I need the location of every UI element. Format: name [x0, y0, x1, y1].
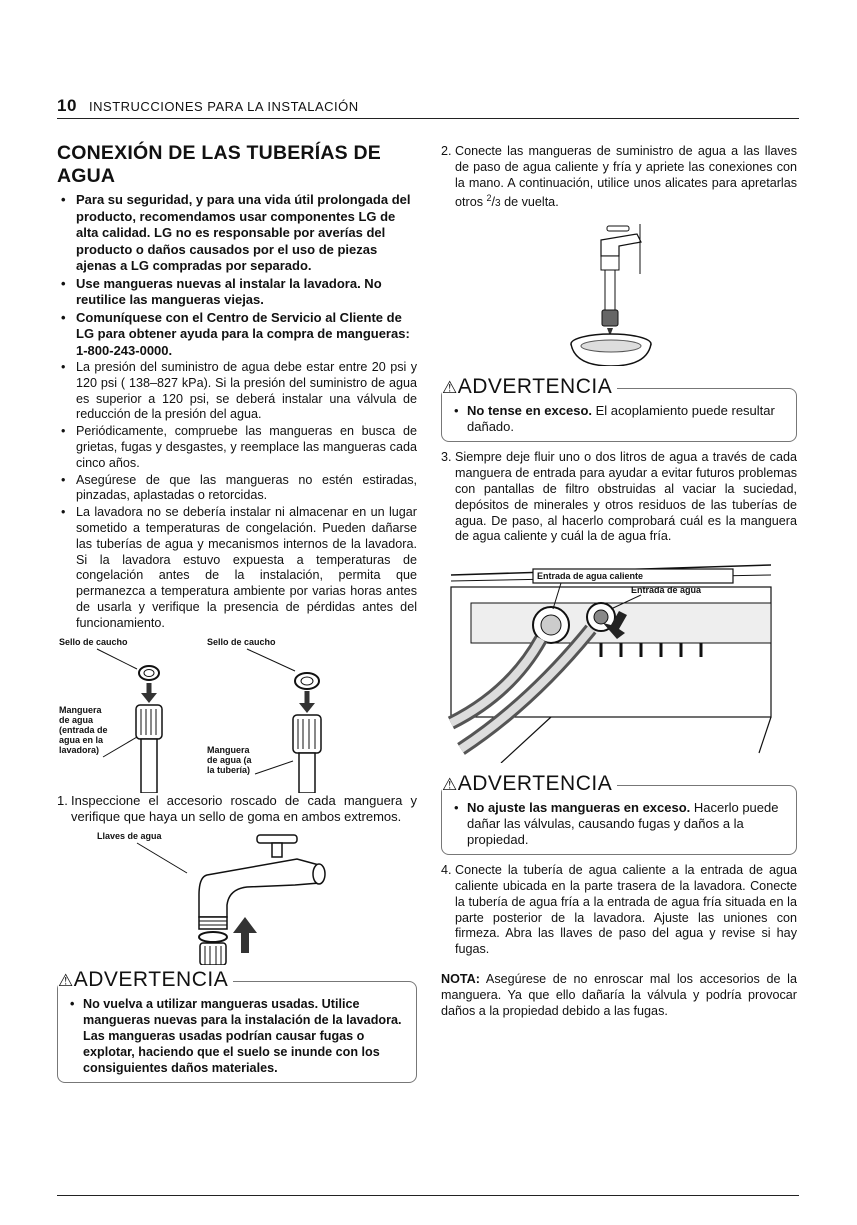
bullet-quality: • Para su seguridad, y para una vida útil prolongada del producto, recomendamos usar componentes LG de alta calidad. LG no es responsable por averías del producto o daños causados por el uso de piezas ajenas a LG compradas por separado.	[57, 192, 417, 275]
note	[441, 972, 797, 1019]
faucet-label: Llaves de agua	[97, 831, 162, 842]
section-title: INSTRUCCIONES PARA LA INSTALACIÓN	[89, 99, 359, 114]
seal-right-label: Sello de caucho	[207, 636, 276, 647]
bullets	[57, 360, 417, 632]
hose-left-icon	[136, 666, 162, 793]
warning-reuse-hoses	[57, 968, 417, 1083]
bullet-pressure: • La presión del suministro de agua debe estar entre 20 psi y 120 psi ( 138–827 kPa). Si la presión del suministro de agua es superior a 120 psi, se deberá instalar una válvula de reducción de la presión del agua.	[57, 360, 417, 423]
warning-title: ⚠ADVERTENCIA	[442, 375, 617, 400]
bullet-service: • Comuníquese con el Centro de Servicio al Cliente de LG para obtener ayuda para la compra de mangueras: 1-800-243-0000.	[57, 310, 417, 360]
warning-hose-tightness	[441, 772, 797, 855]
warning-triangle-icon: ⚠	[58, 971, 74, 991]
bullet-check: • Periódicamente, compruebe las mangueras en busca de grietas, fugas y desgastes, y reemplace las mangueras cada cinco años.	[57, 424, 417, 471]
warning-overtighten	[441, 375, 797, 442]
faucet-hose-icon	[601, 224, 641, 336]
hose-pipe-label: Manguera de agua (a la tubería)	[207, 744, 252, 775]
warning-triangle-icon: ⚠	[442, 378, 458, 398]
warning-triangle-icon: ⚠	[442, 775, 458, 795]
step-1: 1. Inspeccione el accesorio roscado de cada manguera y verifique que haya un sello de goma en ambos extremos.	[57, 792, 417, 824]
steps-left	[57, 793, 417, 826]
steps-right-mid	[441, 450, 797, 545]
header-rule	[57, 118, 799, 119]
bucket-icon	[571, 334, 651, 366]
washer-inlets-figure	[441, 553, 797, 763]
right-column	[441, 130, 797, 1032]
faucet-figure	[57, 825, 417, 965]
footer-rule	[57, 1195, 799, 1196]
step-4: 4. Conecte la tubería de agua caliente a la entrada de agua caliente ubicada en la parte trasera de la lavadora. Conecte la tubería de agua fría a la entrada de agua fría situada en la parte posterior de la lavadora. Ajuste las uniones con firmeza. Abra las llaves de paso del agua y revise si hay fugas.	[441, 863, 797, 957]
left-column	[57, 130, 417, 1083]
step-2: 2. Conecte las mangueras de suministro de agua a las llaves de paso de agua caliente y fría y apriete las conexiones con la mano. A continuación, utilice unos alicates para apretarlas otros $^2$/3 de vuelta.	[441, 144, 797, 210]
hot-inlet-label: Entrada de agua caliente	[537, 571, 644, 582]
page-number: 10	[57, 96, 77, 115]
page-header	[57, 96, 359, 116]
hose-seal-figure	[57, 633, 417, 793]
bullet-new-hoses: • Use mangueras nuevas al instalar la lavadora. No reutilice las mangueras viejas.	[57, 276, 417, 309]
faucet-icon	[199, 835, 325, 965]
step-3: 3. Siempre deje fluir uno o dos litros de agua a través de cada manguera de entrada para ayudar a evitar futuros problemas con pantallas de filtro obstruidas al vaciar la suciedad, depósitos de minerales y otros residuos de las tuberías de agua. De paso, al hacerlo comprobará cuál es la manguera de agua caliente y cuál la de agua fría.	[441, 450, 797, 544]
warning-title: ⚠ADVERTENCIA	[58, 968, 233, 993]
hose-right-icon	[293, 673, 321, 793]
bold-bullets	[57, 192, 417, 359]
bullet-freeze: • La lavadora no se debería instalar ni almacenar en un lugar sometido a temperaturas de congelación. Pueden dañarse las tuberías de agua y mecanismos internos de la lavadora. Si la lavadora estuvo expuesta a temperaturas de congelación antes de la instalación, permita que permanezca a temperatura ambiente por varias horas antes de usarla y verifique la presencia de pérdidas antes del funcionamiento.	[57, 505, 417, 631]
steps-right-bottom	[441, 863, 797, 958]
steps-right-top	[441, 144, 797, 212]
cold-inlet-label: Entrada de agua	[631, 585, 702, 596]
note-label: NOTA:	[441, 971, 480, 986]
faucet-bucket-figure	[441, 216, 797, 366]
warning-text: • No tense en exceso. El acoplamiento puede resultar dañado.	[454, 403, 786, 435]
section-heading: CONEXIÓN DE LAS TUBERÍAS DE AGUA	[57, 142, 381, 187]
warning-title: ⚠ADVERTENCIA	[442, 772, 617, 797]
note-text: Asegúrese de no enroscar mal los accesorios de la manguera. Ya que ello dañaría la válvula y podría provocar daños a la propiedad debido a las fugas.	[441, 971, 797, 1018]
bullet-stretch: • Asegúrese de que las mangueras no estén estiradas, pinzadas, aplastadas o retorcidas.	[57, 473, 417, 505]
hose-inlet-label: Manguera de agua (entrada de agua en la lavadora)	[59, 704, 108, 755]
warning-text: • No vuelva a utilizar mangueras usadas. Utilice mangueras nuevas para la instalación de la lavadora. Las mangueras usadas podrían causar fugas o explotar, haciendo que el suelo se inunde con los consiguientes daños materiales.	[70, 996, 406, 1076]
seal-left-label: Sello de caucho	[59, 636, 128, 647]
warning-text: • No ajuste las mangueras en exceso. Hacerlo puede dañar las válvulas, causando fugas y daños a la propiedad.	[454, 800, 786, 848]
